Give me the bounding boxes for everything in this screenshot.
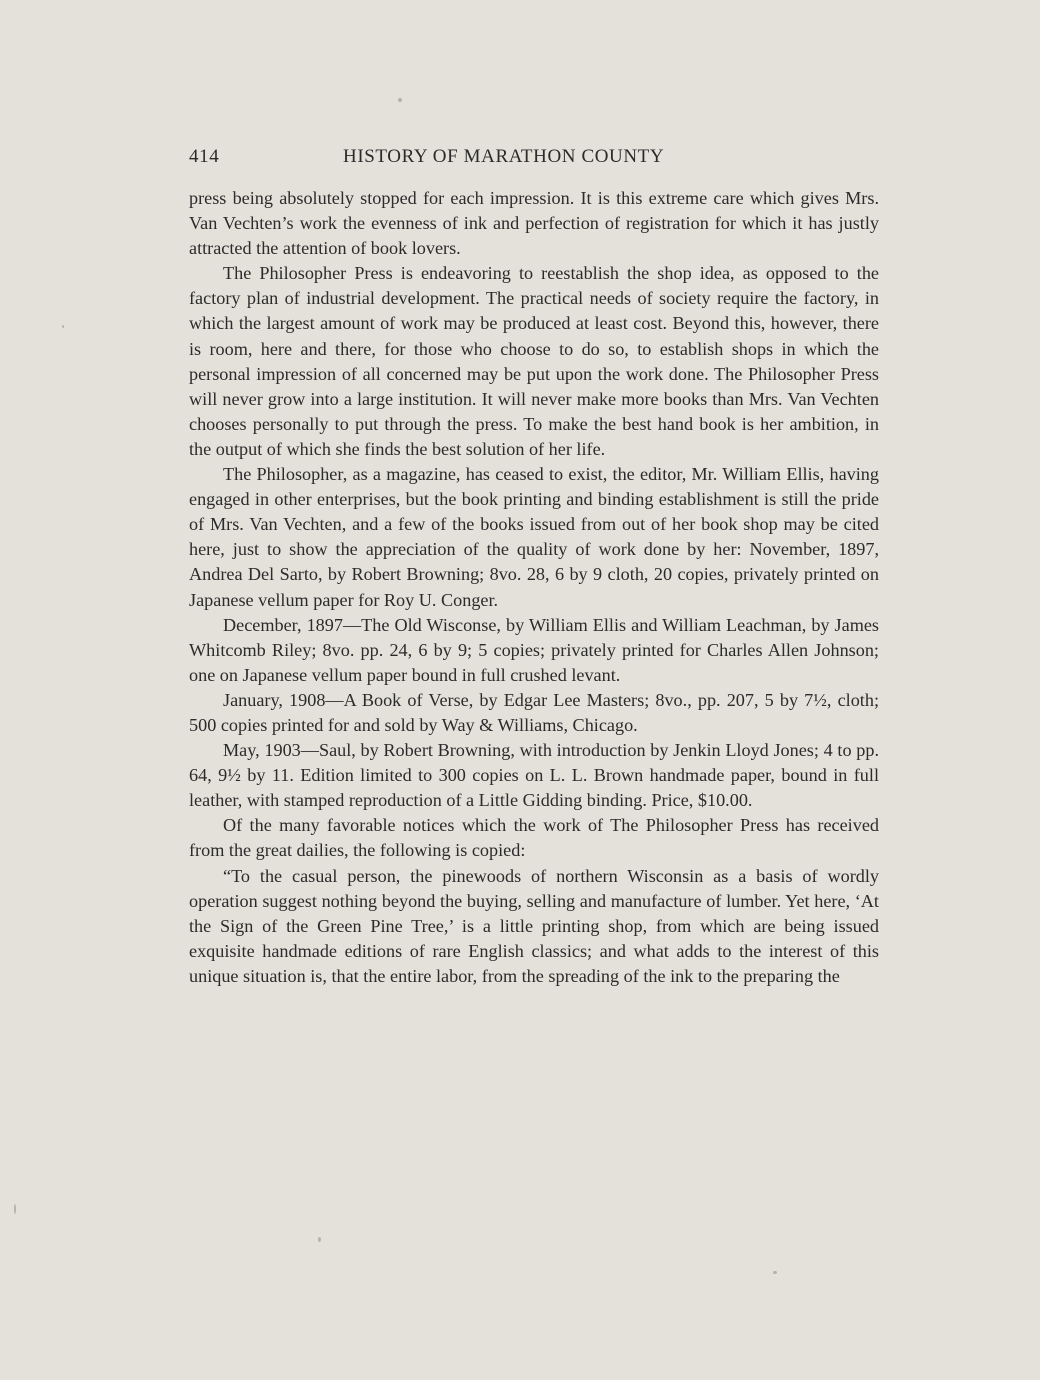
paragraph-january-1908: January, 1908—A Book of Verse, by Edgar Lee Masters; 8vo., pp. 207, 5 by 7½, cloth; 500 copies printed for and sold by Way & Williams, Chicago. xyxy=(189,689,879,735)
paragraph-favorable-notices: Of the many favorable notices which the work of The Philosopher Press has received from the great dailies, the following is copied: xyxy=(189,815,879,861)
paragraph-quoted-notice: “To the casual person, the pinewoods of northern Wisconsin as a basis of wordly operation suggest nothing beyond the buying, selling and manufacture of lumber. Yet here, ‘At the Sign of the Green Pine Tree,’ is a little printing shop, from which are being issued exquisite handmade editions of rare English classics; and what adds to the interest of this unique situation is, that the entire labor, from the spreading of the ink to the preparing the xyxy=(189,865,879,986)
paragraph-continuation: press being absolutely stopped for each impression. It is this extreme care which gives Mrs. Van Vechten’s work the evenness of ink and perfection of registration for which it has justly attracted the attention of book lovers. xyxy=(189,188,879,259)
paper-speck xyxy=(398,98,402,102)
paper-speck xyxy=(62,325,64,328)
paper-speck xyxy=(773,1271,777,1274)
paper-speck xyxy=(318,1237,321,1242)
page-header xyxy=(189,146,879,174)
paragraph-may-1903: May, 1903—Saul, by Robert Browning, with introduction by Jenkin Lloyd Jones; 4 to pp. 64, 9½ by 11. Edition limited to 300 copies on L. L. Brown handmade paper, bound in full leather, with stamped reproduction of a Little Gidding binding. Price, $10.00. xyxy=(189,740,879,811)
paragraph-magazine-ceased: The Philosopher, as a magazine, has ceased to exist, the editor, Mr. William Ellis, having engaged in other enterprises, but the book printing and binding establishment is still the pride of Mrs. Van Vechten, and a few of the books issued from out of her book shop may be cited here, just to show the appreciation of the quality of work done by her: November, 1897, Andrea Del Sarto, by Robert Browning; 8vo. 28, 6 by 9 cloth, 20 copies, privately printed on Japanese vellum paper for Roy U. Conger. xyxy=(189,464,879,610)
paper-speck xyxy=(14,1204,16,1214)
page-number: 414 xyxy=(189,146,220,167)
paragraph-philosopher-press-shop-idea: The Philosopher Press is endeavoring to reestablish the shop idea, as opposed to the factory plan of industrial development. The practical needs of society require the factory, in which the largest amount of work may be produced at least cost. Beyond this, however, there is room, here and there, for those who choose to do so, to establish shops in which the personal impression of all concerned may be put upon the work done. The Philosopher Press will never grow into a large institution. It will never make more books than Mrs. Van Vechten chooses personally to put through the press. To make the best hand book is her ambition, in the output of which she finds the best solution of her life. xyxy=(189,263,879,459)
body-text xyxy=(189,186,879,989)
paragraph-december-1897: December, 1897—The Old Wisconse, by William Ellis and William Leachman, by James Whitcomb Riley; 8vo. pp. 24, 6 by 9; 5 copies; privately printed for Charles Allen Johnson; one on Japanese vellum paper bound in full crushed levant. xyxy=(189,614,879,685)
running-title: HISTORY OF MARATHON COUNTY xyxy=(343,146,665,167)
